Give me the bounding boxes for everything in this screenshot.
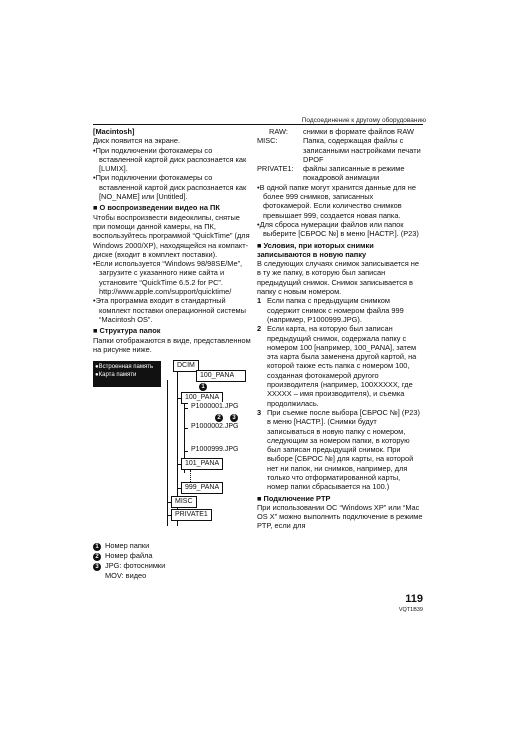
folder-diagram (93, 356, 253, 539)
folder-heading: ■ Структура папок (93, 326, 161, 336)
running-header: Подсоединение к другому оборудованию (301, 117, 426, 124)
header-rule (93, 124, 423, 125)
video-text: Чтобы воспроизвести видеоклипы, снятые при помощи данной камеры, на ПК, воспользуйтесь программой “QuickTime” (для Windows 2000/XP), находящейся на компакт-диске (входит в комплект поставки). (93, 212, 250, 259)
mac-bullet-2: •При подключении фотокамеры со вставленной картой диск распознается как [NO_NAME] или [Untitled]. (93, 173, 247, 202)
media-legend (93, 361, 161, 387)
tree-root (167, 380, 168, 526)
condition-text-3: При съемке после выбора [СБРОС №] (P23) в меню [НАСТР.]. (Снимки будут записываться в новую папку с номером, следующим за номером папки, в которую был записан предыдущий снимок. При выборе [СБРОС №] для карты, на которой нет ни папок, ни снимков, например, для только что отформатированной карты, номер папки сбрасывается на 100.) (267, 407, 420, 492)
video-heading: ■ О воспроизведении видео на ПК (93, 203, 220, 213)
legend-card: ●Карта памяти (95, 372, 137, 379)
folder-text: Папки отображаются в виде, представленном на рисунке ниже. (93, 335, 251, 354)
condition-text-2: Если карта, на которую был записан предыдущий снимок, содержала папку с номером 100 [например, 100_PANA], затем эта карта была заменена другой картой, на которой также есть папка с номером 100, созданная фотокамерой другого производителя (например, 100XXXXX, где XXXXX – имя производителя), и съемка продолжилась. (267, 324, 417, 408)
condition-number-2: 2 (257, 324, 262, 334)
mac-heading: [Macintosh] (93, 127, 135, 136)
legend-text-mov: MOV: видео (105, 571, 147, 581)
ptp-text: При использовании ОС “Windows XP” или “Mac OS X” можно выполнить подключение в режиме PTP, если для (257, 502, 423, 531)
condition-item-3 (257, 408, 423, 492)
video-bullet-1: •Если используется “Windows 98/98SE/Me”, загрузите с указанного ниже сайта и установите “QuickTime 6.5.2 for PC”. http://www.apple.com/support/quicktime/ (93, 259, 243, 297)
folder-misc: MISC (171, 496, 197, 508)
file-p1000999: P1000999.JPG (188, 445, 241, 455)
new-folder-text: В следующих случаях снимок записывается не в ту же папку, в которую был записан предыдущий снимок. Снимок записывается в папку с новым номером. (257, 259, 419, 297)
marker-3: 3 (230, 414, 238, 422)
condition-number-1: 1 (257, 296, 262, 306)
legend-marker-3: 3 (93, 563, 101, 571)
page-number: 119 (405, 593, 423, 605)
legend-text-3: JPG: фотоснимки (105, 561, 166, 571)
dots-folders (190, 470, 191, 482)
new-folder-heading: ■ Условия, при которых снимки записываются в новую папку (257, 240, 374, 259)
left-column (93, 127, 253, 580)
folder-private1: PRIVATE1 (171, 509, 212, 521)
folder-101-pana: 101_PANA (181, 458, 223, 470)
marker-1: 1 (199, 383, 207, 391)
legend-row-2 (93, 551, 253, 561)
private-key: PRIVATE1: (257, 164, 294, 174)
private-entry (257, 164, 423, 183)
raw-entry (257, 127, 423, 136)
folder-100-pana: 100_PANA (181, 392, 223, 404)
folder-999-pana: 999_PANA (181, 482, 223, 494)
mac-bullet-1: •При подключении фотокамеры со вставленной картой диск распознается как [LUMIX]. (93, 145, 247, 174)
misc-value: Папка, содержащая файлы с записанными настройками печати DPOF (303, 136, 421, 164)
legend-internal: ●Встроенная память (95, 364, 154, 371)
condition-item-1 (257, 296, 423, 324)
dots-files (184, 432, 185, 444)
raw-key: RAW: (269, 127, 288, 136)
condition-text-1: Если папка с предыдущим снимком содержит снимок с номером файла 999 (например, P1000999.JPG). (267, 296, 404, 324)
ptp-heading: ■ Подключение PTP (257, 493, 331, 503)
diagram-legend (93, 541, 253, 580)
folder-dcim: DCIM (173, 360, 199, 372)
raw-value: снимки в формате файлов RAW (303, 127, 414, 136)
right-bullet-2: •Для сброса нумерации файлов или папок выберите [СБРОС №] в меню [НАСТР.]. (P23) (257, 219, 419, 239)
legend-row-mov (93, 571, 253, 580)
private-value: файлы записанные в режиме покадровой анимации (303, 164, 405, 183)
legend-marker-2: 2 (93, 553, 101, 561)
mac-text: Диск появится на экране. (93, 136, 181, 146)
legend-text-1: Номер папки (105, 541, 150, 551)
legend-text-2: Номер файла (105, 551, 153, 561)
marker-2: 2 (215, 414, 223, 422)
misc-key: MISC: (257, 136, 278, 146)
legend-row-3 (93, 561, 253, 571)
file-p1000002: P1000002.JPG (188, 422, 241, 432)
condition-number-3: 3 (257, 407, 262, 417)
legend-row-1 (93, 541, 253, 551)
video-bullet-2: •Эта программа входит в стандартный комплект поставки операционной системы “Macintosh OS”. (93, 296, 246, 324)
file-p1000001: P1000001.JPG (188, 402, 241, 412)
legend-marker-1: 1 (93, 543, 101, 551)
condition-item-2 (257, 324, 423, 408)
right-bullet-1: •В одной папке могут хранится данные для не более 999 снимков, записанных фотокамерой. Если количество снимков превышает 999, создается новая папка. (257, 182, 416, 220)
right-column (257, 127, 423, 531)
misc-entry (257, 136, 423, 164)
folder-100-pana-label: 100_PANA (196, 370, 246, 382)
document-code: VQT1B39 (398, 607, 423, 613)
